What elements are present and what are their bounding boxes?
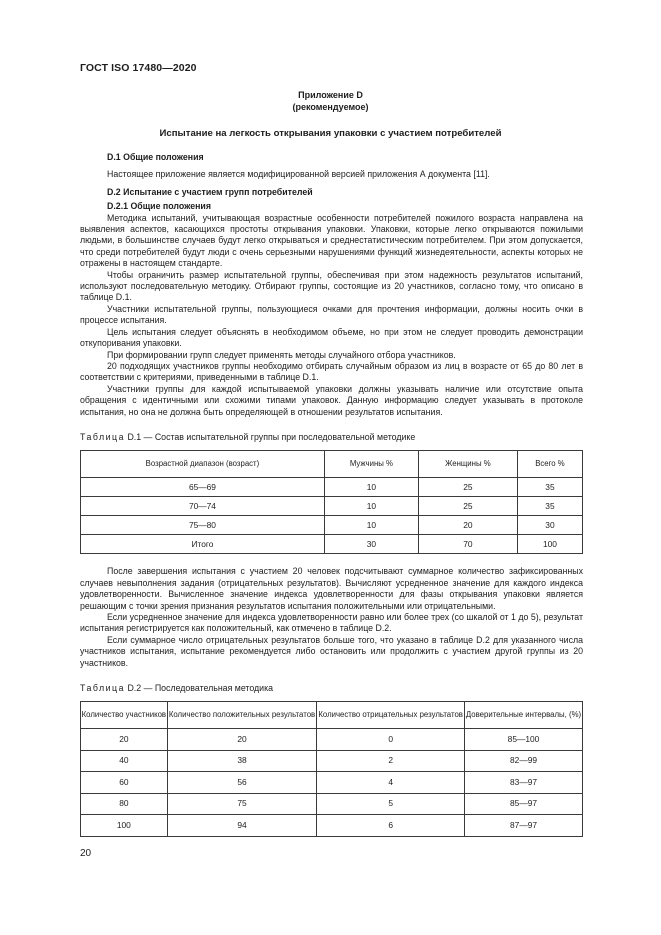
table-row	[81, 750, 583, 772]
table-header-cell: Мужчины %	[324, 451, 418, 478]
table-row	[81, 535, 583, 554]
paragraph: Если усредненное значение для индекса удовлетворенности равно или более трех (со шкалой от 1 до 5), результат испытания регистрируется как положительный, как отмечено в таблице D.2.	[80, 611, 583, 634]
subsection-heading-d21: D.2.1 Общие положения	[107, 201, 211, 212]
table-cell: 30	[517, 516, 582, 535]
table-cell: Итого	[81, 535, 325, 554]
table-cell: 70	[418, 535, 517, 554]
paragraph: При формировании групп следует применять методы случайного отбора участников.	[107, 349, 456, 360]
table-cell: 20	[167, 729, 317, 751]
table2-caption	[80, 683, 583, 694]
paragraph: Участники группы для каждой испытываемой упаковки должны указывать наличие или отсутствие опыта обращения с идентичными или схожими типами упаковок. Данную информацию следует указывать в протоколе испытания, но она не должна быть определяющей в отношении результатов испытания.	[80, 383, 583, 417]
table1-caption	[80, 432, 583, 443]
section-heading-d2: D.2 Испытание с участием групп потребителей	[107, 186, 313, 197]
table-cell: 75	[167, 793, 317, 815]
table-row	[81, 772, 583, 794]
table-header-cell: Количество отрицательных результатов	[317, 702, 465, 729]
section-heading-d1: D.1 Общие положения	[107, 152, 204, 162]
document-body	[80, 152, 583, 837]
table-cell: 83—97	[465, 772, 583, 794]
appendix-title: Испытание на легкость открывания упаковки с участием потребителей	[159, 128, 502, 139]
table-header-cell: Количество положительных результатов	[167, 702, 317, 729]
table-cell: 56	[167, 772, 317, 794]
table-row	[81, 516, 583, 535]
table-row	[81, 815, 583, 837]
table1-caption-prefix: Таблица	[80, 431, 125, 442]
paragraph: Цель испытания следует объяснять в необходимом объеме, но при этом не следует проводить демонстрации откупоривания упаковки.	[80, 326, 583, 349]
paragraph: Участники испытательной группы, пользующиеся очками для прочтения информации, должны носить очки в процессе испытания.	[80, 303, 583, 326]
page-number: 20	[80, 848, 92, 859]
table-cell: 87—97	[465, 815, 583, 837]
paragraph: Чтобы ограничить размер испытательной группы, обеспечивая при этом надежность результатов испытаний, используют последовательную методику. Отбирают группы, состоящие из 20 участников, согласно тому, что описано в таблице D.1.	[80, 269, 583, 303]
table2-caption-text: D.2 — Последовательная методика	[127, 683, 274, 693]
paragraph: Настоящее приложение является модифицированной версией приложения А документа [11].	[107, 169, 490, 180]
appendix-name: Приложение D	[298, 90, 363, 100]
table-header-cell: Доверительные интервалы, (%)	[465, 702, 583, 729]
table-cell: 25	[418, 497, 517, 516]
table-cell: 2	[317, 750, 465, 772]
paragraph: Если суммарное число отрицательных результатов больше того, что указано в таблице D.2 для указанного числа участников испытания, испытание рекомендуется либо остановить или продолжить с участием другой группы из 20 участников.	[80, 634, 583, 668]
table-cell: 35	[517, 478, 582, 497]
table-cell: 80	[81, 793, 168, 815]
table2-caption-prefix: Таблица	[80, 683, 125, 693]
table-cell: 82—99	[465, 750, 583, 772]
table-cell: 20	[418, 516, 517, 535]
table-cell: 10	[324, 478, 418, 497]
table-cell: 10	[324, 497, 418, 516]
table-d2	[80, 701, 583, 837]
table-header-cell: Женщины %	[418, 451, 517, 478]
table-cell: 75—80	[81, 516, 325, 535]
table-cell: 30	[324, 535, 418, 554]
table-cell: 94	[167, 815, 317, 837]
table-cell: 20	[81, 729, 168, 751]
table-cell: 65—69	[81, 478, 325, 497]
table-cell: 6	[317, 815, 465, 837]
table-cell: 10	[324, 516, 418, 535]
paragraph: После завершения испытания с участием 20 человек подсчитывают суммарное количество зафиксированных случаев невыполнения задания (отрицательных результатов). Вычисляют усредненное значение для каждого индекса удовлетворенности. Вычисленное значение индекса удовлетворенности для фазы открывания упаковки является решающим с точки зрения признания результатов испытания положительными или отрицательными.	[80, 566, 583, 611]
table-cell: 60	[81, 772, 168, 794]
table-cell: 85—100	[465, 729, 583, 751]
table-header-row	[81, 702, 583, 729]
table-cell: 100	[517, 535, 582, 554]
table-header-row	[81, 451, 583, 478]
table-cell: 4	[317, 772, 465, 794]
table-cell: 85—97	[465, 793, 583, 815]
table-d1	[80, 450, 583, 554]
table-cell: 0	[317, 729, 465, 751]
table-cell: 40	[81, 750, 168, 772]
table-row	[81, 478, 583, 497]
appendix-status: (рекомендуемое)	[292, 102, 369, 112]
table-cell: 38	[167, 750, 317, 772]
table-row	[81, 793, 583, 815]
table-cell: 25	[418, 478, 517, 497]
table-row	[81, 497, 583, 516]
table-cell: 100	[81, 815, 168, 837]
table1-caption-text: D.1 — Состав испытательной группы при последовательной методике	[127, 431, 416, 442]
paragraph: 20 подходящих участников группы необходимо отбирать случайным образом из лиц в возрасте от 65 до 80 лет в соответствии с критериями, приведенными в таблице D.1.	[80, 360, 583, 383]
table-cell: 70—74	[81, 497, 325, 516]
table-header-cell: Возрастной диапазон (возраст)	[81, 451, 325, 478]
table-cell: 5	[317, 793, 465, 815]
table-cell: 35	[517, 497, 582, 516]
document-code: ГОСТ ISO 17480—2020	[80, 62, 197, 74]
paragraph: Методика испытаний, учитывающая возрастные особенности потребителей пожилого возраста направлена на выявления аспектов, касающихся простоты открывания упаковки. Упаковки, которые легко открываются пожилыми людьми, в большинстве случаев будут легко открываться и среднестатистическим потребителем. При этом допускается, что среди потребителей будут люди с очень серьезными нарушениями функций жизнедеятельности, аспекты которых не отражены в настоящем стандарте.	[80, 212, 583, 269]
table-header-cell: Количество участников	[81, 702, 168, 729]
table-header-cell: Всего %	[517, 451, 582, 478]
table-row	[81, 729, 583, 751]
